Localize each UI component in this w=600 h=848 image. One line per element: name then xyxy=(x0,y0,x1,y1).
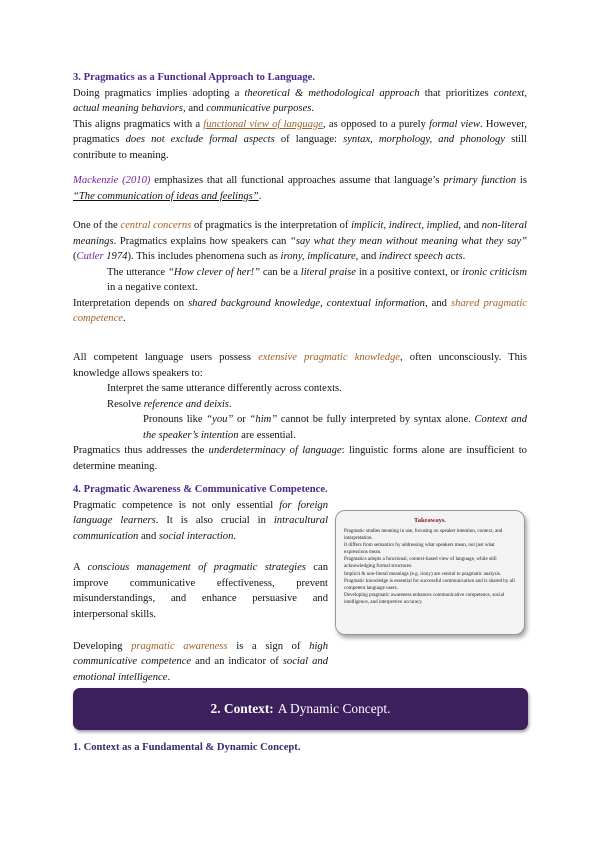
banner-rest: A Dynamic Concept. xyxy=(277,701,391,717)
section-3-heading: 3. Pragmatics as a Functional Approach to Language. xyxy=(73,72,316,83)
list-item-interpret: Interpret the same utterance differently across contexts. xyxy=(107,383,342,395)
paragraph-central-concerns: One of the central concerns of pragmatics is the interpretation of implicit, indirect, implied, and non-literal meanings. Pragmatics explains how speakers can “say what they mean without meaning what they say” (Cutler 1974). This includes phenomena such as irony, implicature, and indirect speech acts. The utterance “How clever of her!” can be a literal praise in a positive context, or ironic criticism in a negative context. Interpretation depends on shared background knowledge, contextual information, and shared pragmatic competence. xyxy=(73,218,527,327)
takeaway-item: Implicit & non-literal meanings (e.g. irony) are central to pragmatic analysis. xyxy=(344,570,502,577)
paragraph-underdeterminacy: Pragmatics thus addresses the underdeterminacy of language: linguistic forms alone are insufficient to determine meaning. xyxy=(73,445,527,472)
banner-bold: 2. Context: xyxy=(210,701,274,717)
section-3 xyxy=(73,70,527,163)
takeaway-item: Pragmatic studies meaning in use, focusing on speaker intention, context, and interpretation. xyxy=(344,527,503,541)
paragraph-competent-users: All competent language users possess extensive pragmatic knowledge, often unconsciously. This knowledge allows speakers to: Interpret the same utterance differently across contexts. Resolve reference and deixis. Pronouns like “you” or “him” cannot be fully interpreted by syntax alone. Context and the speaker’s intention are essential. Pragmatics thus addresses the underdeterminacy of language: linguistic forms alone are insufficient to determine meaning. xyxy=(73,350,527,475)
section-banner xyxy=(73,688,528,730)
section-4-heading: 4. Pragmatic Awareness & Communicative Competence. xyxy=(73,484,328,495)
paragraph-conscious-management: A conscious management of pragmatic strategies can improve communicative effectiveness, prevent misunderstandings, and enhance persuasive and interpersonal skills. xyxy=(73,562,328,620)
paragraph-functional-view: This aligns pragmatics with a functional view of language, as opposed to a purely formal view. However, pragmatics does not exclude formal aspects of language: syntax, morphology, and phonology still contribute to meaning. xyxy=(73,118,528,161)
section-4 xyxy=(73,482,328,685)
sub-item-pronouns: Pronouns like “you” or “him” cannot be fully interpreted by syntax alone. Context and the speaker’s intention are essential. xyxy=(143,414,527,441)
paragraph-pragmatic-competence: Pragmatic competence is not only essential for foreign language learners. It is also crucial in intracultural communication and social interaction. xyxy=(73,499,329,542)
takeaway-item: It differs from semantics by addressing what speakers mean, not just what expressions mean. xyxy=(344,542,495,555)
takeaway-item: Pragmatics adopts a functional, context-based view of language, while still acknowledging formal structures. xyxy=(344,556,497,570)
citation-cutler: Cutler xyxy=(76,251,104,263)
citation-mackenzie: Mackenzie (2010) xyxy=(73,175,151,186)
subsection-heading: 1. Context as a Fundamental & Dynamic Concept. xyxy=(73,742,301,753)
paragraph-functional-approach: Doing pragmatics implies adopting a theoretical & methodological approach that prioritizes context, actual meaning behaviors, and communicative purposes. xyxy=(73,87,527,115)
paragraph-interpretation: Interpretation depends on shared background knowledge, contextual information, and shared pragmatic competence. xyxy=(73,297,527,325)
paragraph-mackenzie: Mackenzie (2010) emphasizes that all functional approaches assume that language’s primary function is “The communication of ideas and feelings”. xyxy=(73,175,527,202)
example-how-clever: The utterance “How clever of her!” can be a literal praise in a positive context, or ironic criticism in a negative context. xyxy=(107,266,527,294)
paragraph-awareness: Developing pragmatic awareness is a sign of high communicative competence and an indicator of social and emotional intelligence. xyxy=(73,640,329,683)
takeaway-item: Developing pragmatic awareness enhances communicative competence, social intelligence, and interpretive accuracy. xyxy=(344,592,505,606)
quote-communication: “The communication of ideas and feelings” xyxy=(73,190,259,202)
takeaway-item: Pragmatic knowledge is essential for successful communication and is shared by all competent language users. xyxy=(344,577,515,591)
takeaways-box xyxy=(335,510,525,635)
takeaways-title: Takeaways. xyxy=(413,517,447,524)
list-item-resolve: Resolve reference and deixis. xyxy=(107,398,232,410)
